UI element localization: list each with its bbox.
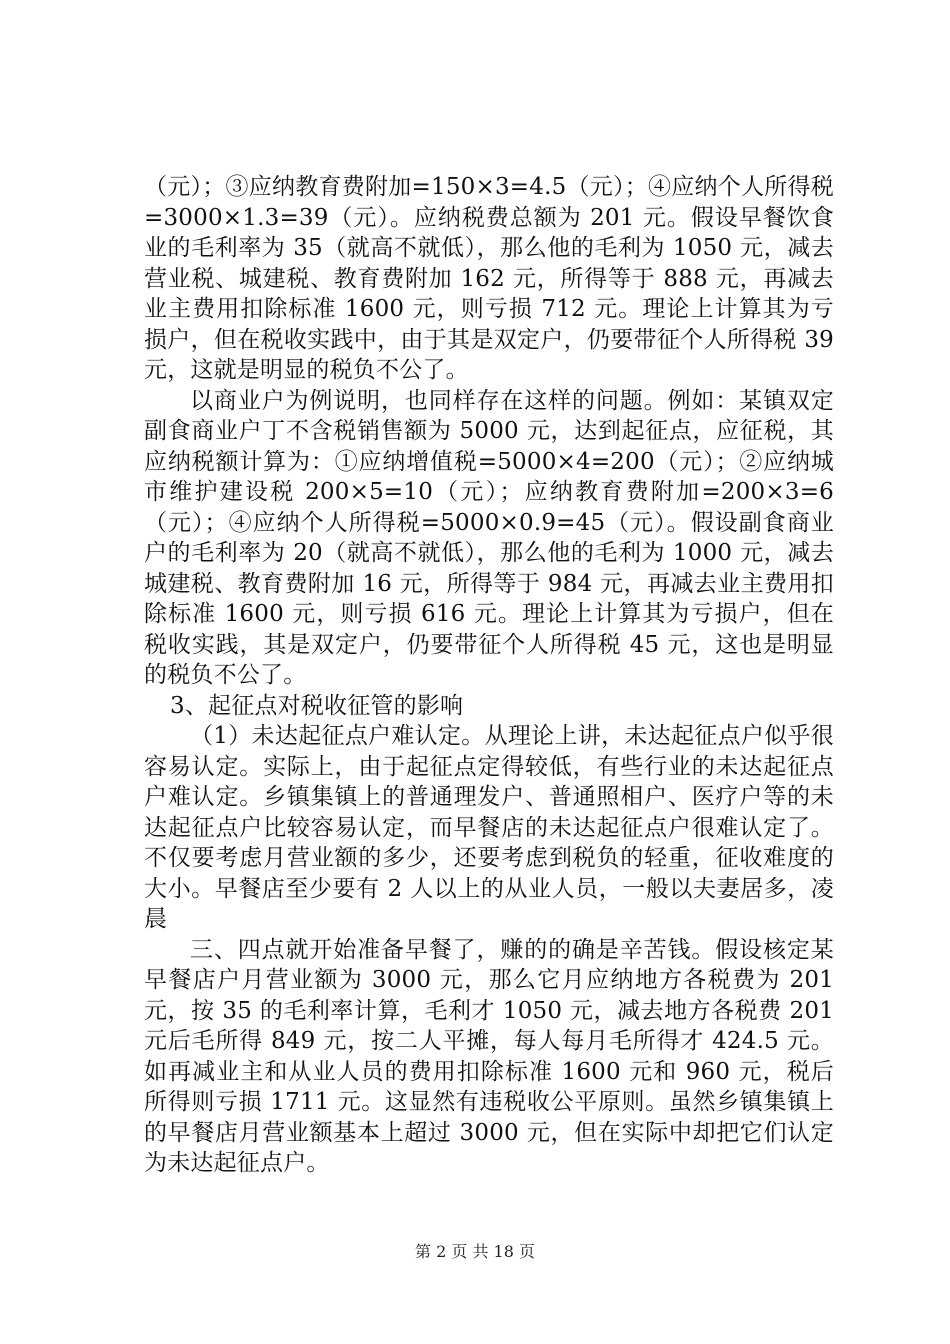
paragraph-4: （1）未达起征点户难认定。从理论上讲，未达起征点户似乎很容易认定。实际上，由于起征点定得较低，有些行业的未达起征点户难认定。乡镇集镇上的普通理发户、普通照相户、医疗户等的未达起征点户比较容易认定，而早餐店的未达起征点户很难认定了。不仅要考虑月营业额的多少，还要考虑到税负的轻重，征收难度的大小。早餐店至少要有 2 人以上的从业人员，一般以夫妻居多，凌晨 [144,723,834,932]
paragraph-2: 以商业户为例说明，也同样存在这样的问题。例如：某镇双定副食商业户丁不含税销售额为 5000 元，达到起征点，应征税，其应纳税额计算为：①应纳增值税=5000×4=200（元）；②应纳城市维护建设税 200×5=10（元）；应纳教育费附加=200×3=6（元）；④应纳个人所得税=5000×0.9=45（元）。假设副食商业户的毛利率为 20（就高不就低），那么他的毛利为 1000 元，减去城建税、教育费附加 16 元，所得等于 984 元，再减去业主费用扣除标准 1600 元，则亏损 616 元。理论上计算其为亏损户，但在税收实践，其是双定户，仍要带征个人所得税 45 元，这也是明显的税负不公了。 [144,387,834,688]
page-footer: 第 2 页 共 18 页 [415,1242,535,1261]
document-body [144,172,834,1179]
paragraph-5: 三、四点就开始准备早餐了，赚的的确是辛苦钱。假设核定某早餐店户月营业额为 3000 元，那么它月应纳地方各税费为 201 元，按 35 的毛利率计算，毛利才 1050 元，减去地方各税费 201 元后毛所得 849 元，按二人平摊，每人每月毛所得才 424.5 元。如再减业主和从业人员的费用扣除标准 1600 元和 960 元，税后所得则亏损 1711 元。这显然有违税收公平原则。虽然乡镇集镇上的早餐店月营业额基本上超过 3000 元，但在实际中却把它们认定为未达起征点户。 [144,936,834,1176]
paragraph-1: （元）；③应纳教育费附加=150×3=4.5（元）；④应纳个人所得税=3000×1.3=39（元）。应纳税费总额为 201 元。假设早餐饮食业的毛利率为 35（就高不就低），那么他的毛利为 1050 元，减去营业税、城建税、教育费附加 162 元，所得等于 888 元，再减去业主费用扣除标准 1600 元，则亏损 712 元。理论上计算其为亏损户，但在税收实践中，由于其是双定户，仍要带征个人所得税 39 元，这就是明显的税负不公了。 [144,174,834,383]
section-heading: 3、起征点对税收征管的影响 [170,692,464,719]
